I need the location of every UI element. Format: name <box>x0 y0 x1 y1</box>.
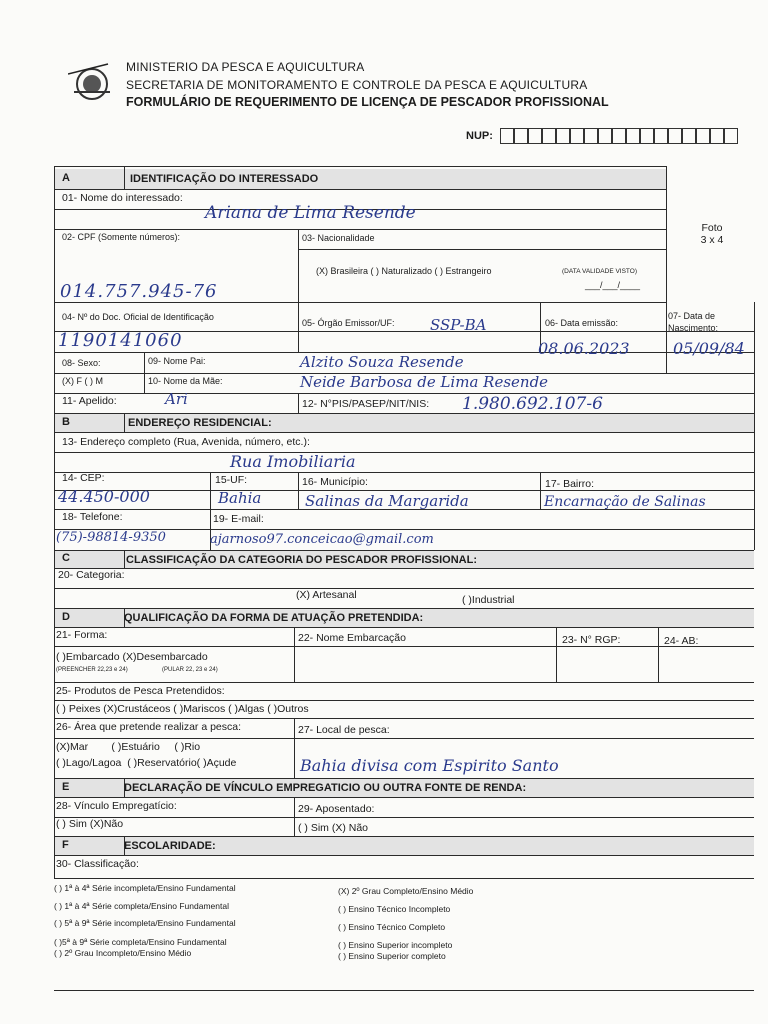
district-label: 17- Bairro: <box>545 478 595 490</box>
nup-digit-box[interactable] <box>500 128 514 144</box>
nup-digit-box[interactable] <box>528 128 542 144</box>
section-d-letter: D <box>62 611 70 623</box>
uf-value[interactable]: Bahia <box>218 489 262 507</box>
nickname-value[interactable]: Ari <box>165 390 188 408</box>
city-label: 16- Município: <box>302 476 368 488</box>
form-title: FORMULÁRIO DE REQUERIMENTO DE LICENÇA DE PESCADOR PROFISSIONAL <box>126 95 609 109</box>
grid-line <box>124 550 125 568</box>
section-e-title: DECLARAÇÃO DE VÍNCULO EMPREGATICIO OU OUTRA FONTE DE RENDA: <box>124 782 527 794</box>
fishing-place-label: 27- Local de pesca: <box>298 724 390 736</box>
grid-line <box>54 700 754 701</box>
section-a-letter: A <box>62 172 70 184</box>
form-type-label: 21- Forma: <box>56 629 108 641</box>
education-options-left[interactable] <box>54 880 236 959</box>
secretariat-name: SECRETARIA DE MONITORAMENTO E CONTROLE DA PESCA E AQUICULTURA <box>126 78 588 92</box>
issuer-value[interactable]: SSP-BA <box>430 316 487 334</box>
grid-line <box>658 627 659 682</box>
father-label: 09- Nome Pai: <box>148 356 206 366</box>
issuer-label: 05- Órgão Emissor/UF: <box>302 318 395 328</box>
grid-line <box>666 166 667 373</box>
grid-line <box>54 393 754 394</box>
grid-line <box>124 166 125 189</box>
grid-line <box>54 302 666 303</box>
birth-date-label-2: Nascimento: <box>668 323 719 333</box>
nup-digit-box[interactable] <box>598 128 612 144</box>
grid-line <box>754 302 755 413</box>
edu-option[interactable]: ( ) Ensino Superior completo <box>338 951 446 961</box>
grid-line <box>54 490 754 491</box>
grid-line <box>54 778 754 779</box>
nup-digit-box[interactable] <box>612 128 626 144</box>
grid-line <box>54 432 754 433</box>
grid-line <box>294 718 295 778</box>
grid-line <box>54 817 754 818</box>
city-value[interactable]: Salinas da Margarida <box>305 492 469 510</box>
email-label: 19- E-mail: <box>213 513 264 525</box>
id-doc-value[interactable]: 1190141060 <box>58 330 183 351</box>
ministry-name: MINISTERIO DA PESCA E AQUICULTURA <box>126 60 365 74</box>
education-label: 30- Classificação: <box>56 858 139 870</box>
id-doc-label: 04- Nº do Doc. Oficial de Identificação <box>62 312 214 322</box>
nup-digit-box[interactable] <box>584 128 598 144</box>
nup-digit-box[interactable] <box>710 128 724 144</box>
edu-option[interactable]: ( ) 1ª à 4ª Série incompleta/Ensino Fundamental <box>54 883 236 893</box>
nup-digit-box[interactable] <box>654 128 668 144</box>
category-label: 20- Categoria: <box>58 569 125 581</box>
section-e-letter: E <box>62 781 70 793</box>
cpf-value[interactable]: 014.757.945-76 <box>60 281 218 302</box>
area-options-row2[interactable]: ( )Lago/Lagoa ( )Reservatório( )Açude <box>56 757 237 769</box>
category-industrial[interactable]: ( )Industrial <box>462 594 515 606</box>
grid-line <box>54 878 754 879</box>
grid-line <box>54 472 754 473</box>
birth-date-label-1: 07- Data de <box>668 311 716 321</box>
section-f-title: ESCOLARIDADE: <box>124 840 216 852</box>
grid-line <box>54 550 754 551</box>
grid-line <box>556 627 557 682</box>
rgp-label: 23- N° RGP: <box>562 634 621 646</box>
visa-validity-label: (DATA VALIDADE VISTO) <box>562 268 638 275</box>
retired-label: 29- Aposentado: <box>298 803 375 815</box>
section-b-letter: B <box>62 416 70 428</box>
vessel-name-label: 22- Nome Embarcação <box>298 632 406 644</box>
uf-label: 15-UF: <box>215 474 248 486</box>
grid-line <box>54 588 754 589</box>
grid-line <box>754 413 755 550</box>
pis-label: 12- N°PIS/PASEP/NIT/NIS: <box>302 398 430 410</box>
grid-line <box>54 646 754 647</box>
area-options-row1[interactable]: (X)Mar ( )Estuário ( )Rio <box>56 741 201 753</box>
nickname-label: 11- Apelido: <box>62 395 117 407</box>
section-d-title: QUALIFICAÇÃO DA FORMA DE ATUAÇÃO PRETENDIDA: <box>124 612 424 624</box>
grid-line <box>298 393 299 413</box>
visa-validity-blank[interactable]: ___/___/____ <box>585 280 641 290</box>
birth-date-value[interactable]: 05/09/84 <box>673 339 745 358</box>
grid-line <box>540 472 541 509</box>
nationality-label: 03- Nacionalidade <box>302 233 375 243</box>
nationality-options[interactable]: (X) Brasileira ( ) Naturalizado ( ) Estrangeiro <box>316 266 492 276</box>
section-c-letter: C <box>62 552 70 564</box>
edu-option[interactable]: ( ) Ensino Técnico Incompleto <box>338 904 451 914</box>
issue-date-value[interactable]: 08.06.2023 <box>538 339 630 358</box>
category-artisanal[interactable]: (X) Artesanal <box>296 589 357 601</box>
form-type-options[interactable]: ( )Embarcado (X)Desembarcado <box>56 651 208 663</box>
edu-option[interactable]: (X) 2º Grau Completo/Ensino Médio <box>338 886 474 896</box>
grid-line <box>54 836 754 837</box>
grid-line <box>54 855 754 856</box>
name-value[interactable]: Ariana de Lima Resende <box>205 203 416 223</box>
embarcado-note: (PREENCHER 22,23 e 24) <box>56 667 128 673</box>
district-value[interactable]: Encarnação de Salinas <box>544 494 706 510</box>
nup-digit-box[interactable] <box>640 128 654 144</box>
coat-of-arms-emblem <box>68 62 116 111</box>
grid-line <box>54 797 754 798</box>
edu-option[interactable]: ( ) 1ª à 4ª Série completa/Ensino Fundamental <box>54 900 229 911</box>
fishing-place-value[interactable]: Bahia divisa com Espirito Santo <box>300 756 559 775</box>
employment-options[interactable]: ( ) Sim (X)Não <box>56 818 124 830</box>
grid-line <box>54 166 666 167</box>
grid-line <box>54 189 666 190</box>
grid-line <box>54 452 754 453</box>
nup-digit-box[interactable] <box>668 128 682 144</box>
phone-value[interactable]: (75)-98814-9350 <box>56 530 166 545</box>
mother-value[interactable]: Neide Barbosa de Lima Resende <box>300 373 549 391</box>
photo-placeholder[interactable] <box>672 222 752 246</box>
nup-digit-box[interactable] <box>626 128 640 144</box>
address-label: 13- Endereço completo (Rua, Avenida, número, etc.): <box>62 436 310 448</box>
grid-line <box>54 608 754 609</box>
section-c-title: CLASSIFICAÇÃO DA CATEGORIA DO PESCADOR PROFISSIONAL: <box>126 554 477 566</box>
grid-line <box>294 797 295 836</box>
edu-option[interactable]: ( ) 5ª à 9ª Série incompleta/Ensino Fundamental <box>54 918 236 928</box>
nup-digit-box[interactable] <box>570 128 584 144</box>
edu-option[interactable]: ( )5ª à 9ª Série completa/Ensino Fundamental <box>54 936 227 947</box>
grid-line <box>54 229 666 230</box>
issue-date-label: 06- Data emissão: <box>545 318 619 328</box>
grid-line <box>54 990 754 991</box>
grid-line <box>124 413 125 432</box>
nup-digit-box[interactable] <box>542 128 556 144</box>
employment-label: 28- Vínculo Empregatício: <box>56 800 177 812</box>
grid-line <box>54 682 754 683</box>
photo-size: 3 x 4 <box>700 234 724 246</box>
grid-line <box>298 229 299 352</box>
edu-option[interactable]: ( ) Ensino Técnico Completo <box>338 922 446 932</box>
ab-label: 24- AB: <box>664 635 699 647</box>
cep-label: 14- CEP: <box>62 472 105 484</box>
nup-digit-box[interactable] <box>514 128 528 144</box>
cpf-label: 02- CPF (Somente números): <box>62 232 181 242</box>
pis-value[interactable]: 1.980.692.107-6 <box>462 394 603 414</box>
grid-line <box>54 718 754 719</box>
grid-line <box>54 413 754 414</box>
products-options[interactable]: ( ) Peixes (X)Crustáceos ( )Mariscos ( )Algas ( )Outros <box>56 703 309 715</box>
grid-line <box>54 166 55 878</box>
retired-options[interactable]: ( ) Sim (X) Não <box>298 822 369 834</box>
desembarcado-note: (PULAR 22, 23 e 24) <box>162 667 218 673</box>
grid-line <box>54 738 754 739</box>
grid-line <box>54 627 754 628</box>
nup-digit-box[interactable] <box>556 128 570 144</box>
section-f-letter: F <box>62 839 69 851</box>
email-value[interactable]: ajarnoso97.conceicao@gmail.com <box>210 532 434 547</box>
edu-option[interactable]: ( ) Ensino Superior incompleto <box>338 940 453 950</box>
section-a-title: IDENTIFICAÇÃO DO INTERESSADO <box>130 173 319 185</box>
grid-line <box>298 249 666 250</box>
cep-value[interactable]: 44.450-000 <box>58 487 150 506</box>
address-value[interactable]: Rua Imobiliaria <box>230 452 356 471</box>
area-label: 26- Área que pretende realizar a pesca: <box>56 721 242 733</box>
name-label: 01- Nome do interessado: <box>62 192 183 204</box>
sex-label: 08- Sexo: <box>62 358 101 368</box>
education-options-right[interactable] <box>338 882 473 962</box>
nup-digit-box[interactable] <box>696 128 710 144</box>
sex-options[interactable]: (X) F ( ) M <box>62 376 103 386</box>
father-value[interactable]: Alzito Souza Resende <box>300 353 464 371</box>
products-label: 25- Produtos de Pesca Pretendidos: <box>56 685 225 697</box>
photo-label: Foto <box>701 222 723 234</box>
edu-option[interactable]: ( ) 2º Grau Incompleto/Ensino Médio <box>54 947 192 958</box>
mother-label: 10- Nome da Mãe: <box>148 376 223 386</box>
grid-line <box>298 472 299 509</box>
grid-line <box>144 352 145 393</box>
grid-line <box>54 568 754 569</box>
section-b-title: ENDEREÇO RESIDENCIAL: <box>128 417 272 429</box>
nup-label: NUP: <box>466 130 493 142</box>
grid-line <box>294 627 295 682</box>
nup-digit-box[interactable] <box>724 128 738 144</box>
phone-label: 18- Telefone: <box>62 511 123 523</box>
nup-digit-box[interactable] <box>682 128 696 144</box>
